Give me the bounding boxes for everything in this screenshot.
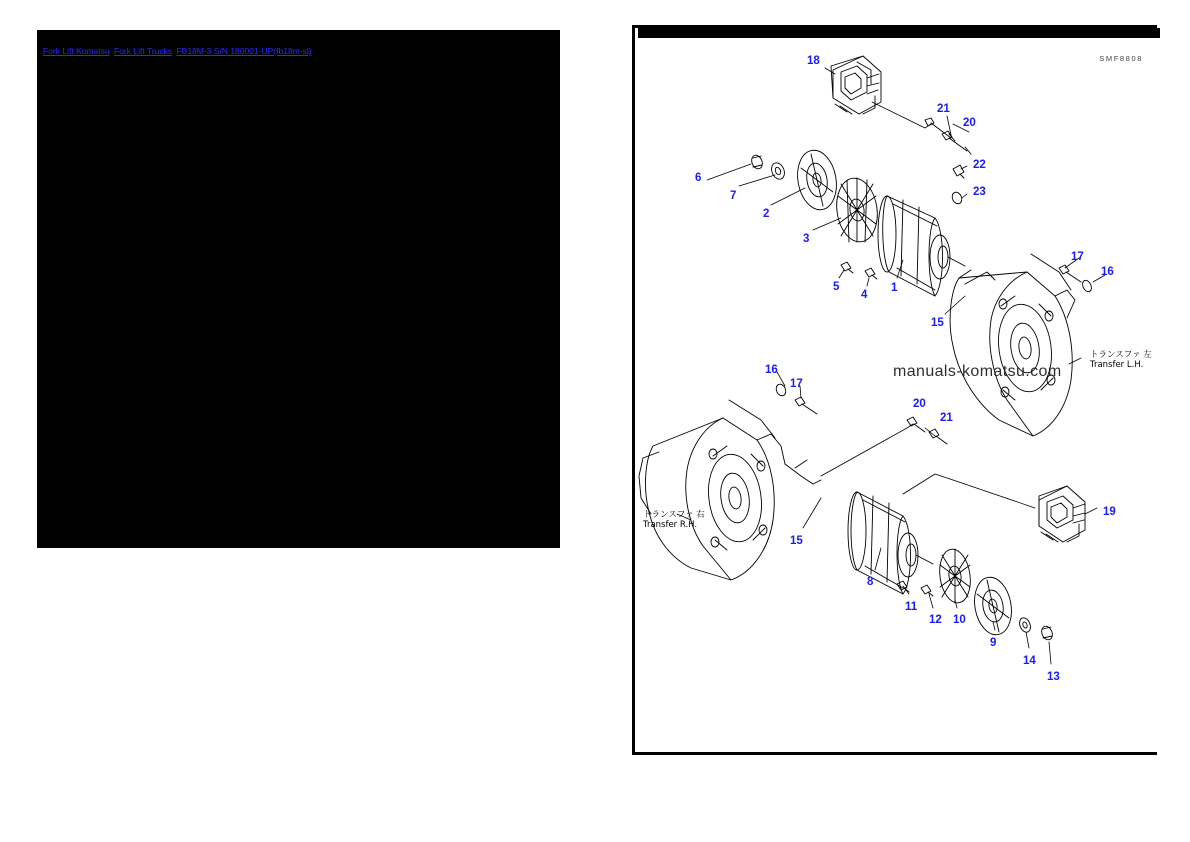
- breadcrumb-item-0[interactable]: Fork Lift Komatsu: [43, 46, 110, 56]
- callout-15-upper: 15: [931, 317, 944, 329]
- part-15-transfer-lh: [950, 254, 1075, 436]
- callout-4: 4: [861, 289, 868, 301]
- part-15-transfer-rh: [639, 400, 821, 580]
- breadcrumb[interactable]: [43, 46, 314, 57]
- part-7-washer: [769, 161, 786, 181]
- callout-15-lower: 15: [790, 535, 803, 547]
- part-17-bolt-upper-right: [1059, 265, 1081, 282]
- label-transfer-lh-jp: トランスファ 左: [1090, 350, 1152, 360]
- part-8-motor: [848, 474, 953, 594]
- part-12-bolt: [921, 585, 933, 596]
- callout-18: 18: [807, 55, 820, 67]
- callout-8: 8: [867, 576, 874, 588]
- part-21-bolt-lower: [929, 429, 947, 444]
- part-18-shape: [831, 56, 881, 114]
- callout-12: 12: [929, 614, 942, 626]
- callout-3: 3: [803, 233, 810, 245]
- part-16-washer-upper-right: [1081, 279, 1093, 293]
- part-13-nut: [1040, 625, 1055, 642]
- callout-17-lower: 17: [790, 378, 803, 390]
- callout-17-upper: 17: [1071, 251, 1084, 263]
- part-9-disc: [970, 574, 1016, 637]
- callout-19: 19: [1103, 506, 1116, 518]
- callout-23: 23: [973, 186, 986, 198]
- breadcrumb-item-2[interactable]: FB18M-3 S/N 180001-UP(fb18m-sl): [176, 46, 312, 56]
- document-preview-panel: [37, 30, 560, 548]
- callout-2: 2: [763, 208, 770, 220]
- label-transfer-rh-en: Transfer R.H.: [643, 520, 698, 530]
- part-4-bolt-upper: [865, 268, 877, 279]
- callout-22: 22: [973, 159, 986, 171]
- part-22-shape: [953, 165, 964, 178]
- part-1-motor: [878, 196, 965, 296]
- callout-9: 9: [990, 637, 997, 649]
- callout-21-upper: 21: [937, 103, 950, 115]
- callout-21-lower: 21: [940, 412, 953, 424]
- part-14-washer: [1018, 616, 1033, 634]
- callout-11: 11: [905, 601, 918, 613]
- callout-7: 7: [730, 190, 737, 202]
- callout-5: 5: [833, 281, 840, 293]
- callout-16-lower: 16: [765, 364, 778, 376]
- label-transfer-lh: [1090, 350, 1152, 370]
- label-transfer-rh: [643, 510, 705, 530]
- callout-6: 6: [695, 172, 702, 184]
- breadcrumb-item-1[interactable]: Fork Lift Trucks: [113, 46, 173, 56]
- sheet-code-label: SMF8808: [1099, 54, 1143, 63]
- part-16-washer-lower: [774, 383, 787, 398]
- callout-13: 13: [1047, 671, 1060, 683]
- watermark-text: manuals-komatsu.com: [893, 363, 1062, 380]
- callout-20-upper: 20: [963, 117, 976, 129]
- part-19-shape: [1039, 486, 1085, 542]
- callout-16-upper: 16: [1101, 266, 1114, 278]
- parts-diagram-panel: [632, 25, 1157, 755]
- part-3-fan: [833, 176, 882, 245]
- callout-20-lower: 20: [913, 398, 926, 410]
- part-2-disc: [793, 147, 841, 213]
- part-20-bolt-lower: [907, 417, 925, 432]
- part-17-bolt-lower: [795, 397, 817, 414]
- exploded-assembly-drawing: [635, 28, 1160, 758]
- label-transfer-lh-en: Transfer L.H.: [1090, 360, 1144, 370]
- label-transfer-rh-jp: トランスファ 右: [643, 510, 705, 520]
- part-6-nut: [750, 154, 765, 171]
- part-10-fan-lower: [936, 547, 973, 605]
- callout-14: 14: [1023, 655, 1036, 667]
- callout-1: 1: [891, 282, 898, 294]
- callout-10: 10: [953, 614, 966, 626]
